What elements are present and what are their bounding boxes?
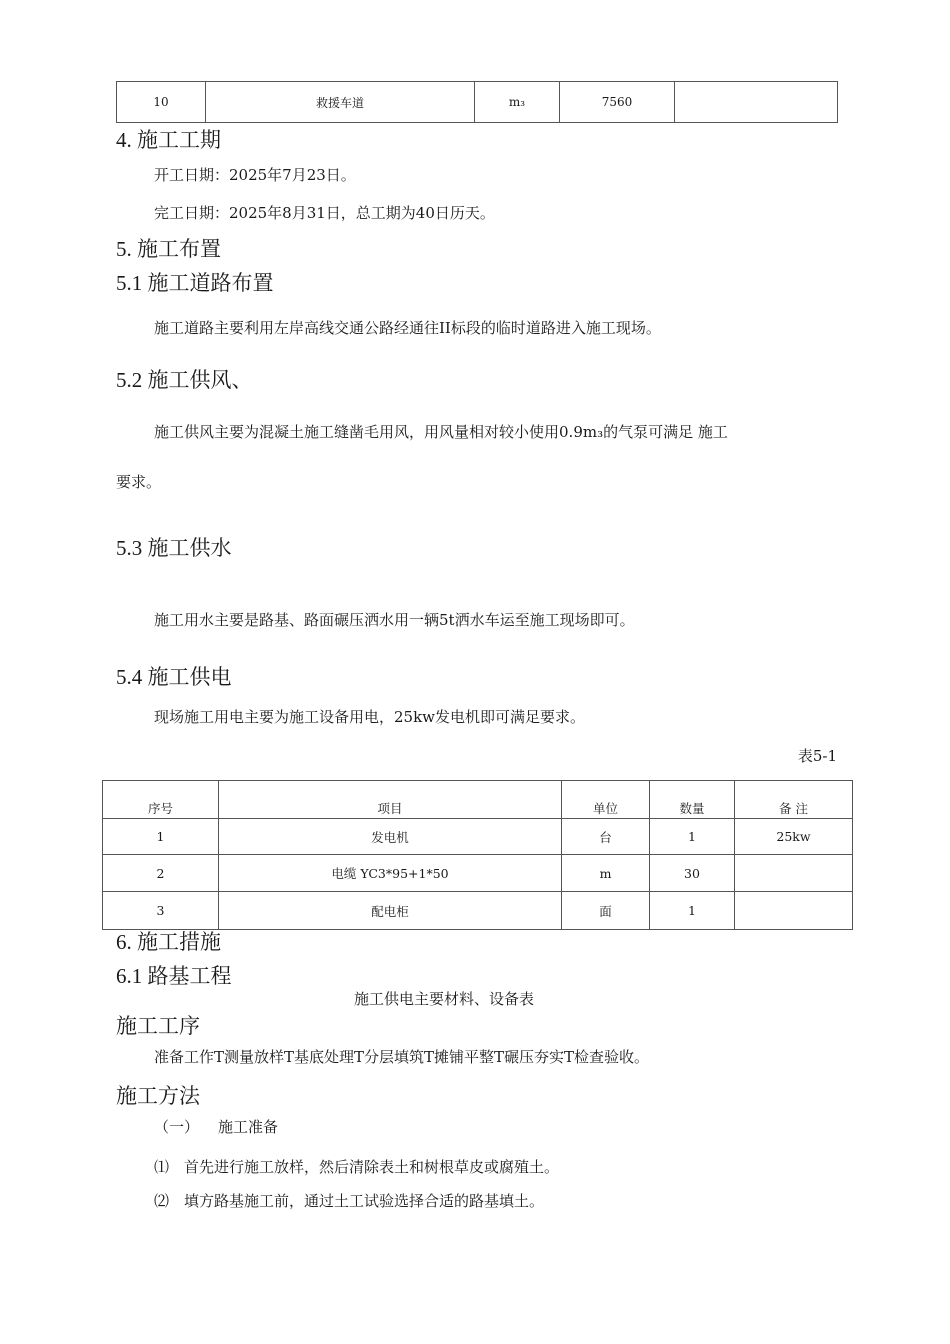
table-header-row [103, 781, 853, 819]
method-heading: 施工方法 [116, 1084, 200, 1108]
table-cell [735, 892, 853, 930]
table-cell: 1 [103, 819, 219, 855]
column-header: 数量 [650, 781, 735, 819]
start-date-text: 开工日期：2025年7月23日。 [154, 166, 356, 184]
table-cell: 1 [650, 819, 735, 855]
table-cell: 配电柜 [219, 892, 562, 930]
section-5-1-heading: 5.1 施工道路布置 [116, 271, 274, 295]
table-row [103, 855, 853, 892]
table-cell: 10 [117, 82, 206, 123]
section-5-4-text: 现场施工用电主要为施工设备用电，25kw发电机即可满足要求。 [154, 708, 586, 726]
table-row [103, 892, 853, 930]
table-cell: 2 [103, 855, 219, 892]
table-cell: 发电机 [219, 819, 562, 855]
section-5-3-heading: 5.3 施工供水 [116, 536, 232, 560]
section-5-heading: 5. 施工布置 [116, 237, 221, 261]
section-5-3-text: 施工用水主要是路基、路面碾压洒水用一辆5t洒水车运至施工现场即可。 [154, 611, 635, 629]
section-5-1-text: 施工道路主要利用左岸高线交通公路经通往II标段的临时道路进入施工现场。 [154, 319, 661, 337]
table-cell: 7560 [560, 82, 675, 123]
method-item-2: ⑵ 填方路基施工前，通过土工试验选择合适的路基填土。 [154, 1192, 545, 1210]
table-cell [735, 855, 853, 892]
table-cell [675, 82, 838, 123]
process-heading: 施工工序 [116, 1014, 200, 1038]
table-cell: 30 [650, 855, 735, 892]
section-5-2-heading: 5.2 施工供风、 [116, 368, 253, 392]
end-date-text: 完工日期：2025年8月31日，总工期为40日历天。 [154, 204, 495, 222]
column-header: 备 注 [735, 781, 853, 819]
section-6-heading: 6. 施工措施 [116, 930, 221, 954]
table-cell: 面 [562, 892, 650, 930]
table-cell: 救援车道 [206, 82, 475, 123]
section-6-1-heading: 6.1 路基工程 [116, 964, 232, 988]
table-row [103, 819, 853, 855]
power-equipment-table [102, 780, 853, 930]
table-cell: m [562, 855, 650, 892]
section-5-2-text: 施工供风主要为混凝土施工缝凿毛用风，用风量相对较小使用0.9m₃的气泵可满足 施工 [154, 423, 728, 441]
table-cell: 电缆 YC3*95+1*50 [219, 855, 562, 892]
table-cell: 3 [103, 892, 219, 930]
table-cell: m₃ [475, 82, 560, 123]
prep-number: （一） [154, 1118, 200, 1136]
process-text: 准备工作T测量放样T基底处理T分层填筑T摊铺平整T碾压夯实T检查验收。 [154, 1048, 650, 1066]
quantity-table-continued [116, 81, 838, 123]
section-5-4-heading: 5.4 施工供电 [116, 665, 232, 689]
table-cell: 25kw [735, 819, 853, 855]
column-header: 项目 [219, 781, 562, 819]
column-header: 序号 [103, 781, 219, 819]
table-row [117, 82, 838, 123]
table-label: 表5-1 [797, 747, 837, 765]
table-cell: 台 [562, 819, 650, 855]
table-caption: 施工供电主要材料、设备表 [354, 990, 535, 1008]
table-cell: 1 [650, 892, 735, 930]
column-header: 单位 [562, 781, 650, 819]
method-item-1: ⑴ 首先进行施工放样，然后清除表土和树根草皮或腐殖土。 [154, 1158, 560, 1176]
section-5-2-text-cont: 要求。 [116, 473, 162, 491]
prep-heading: 施工准备 [218, 1118, 279, 1136]
section-4-heading: 4. 施工工期 [116, 128, 221, 152]
